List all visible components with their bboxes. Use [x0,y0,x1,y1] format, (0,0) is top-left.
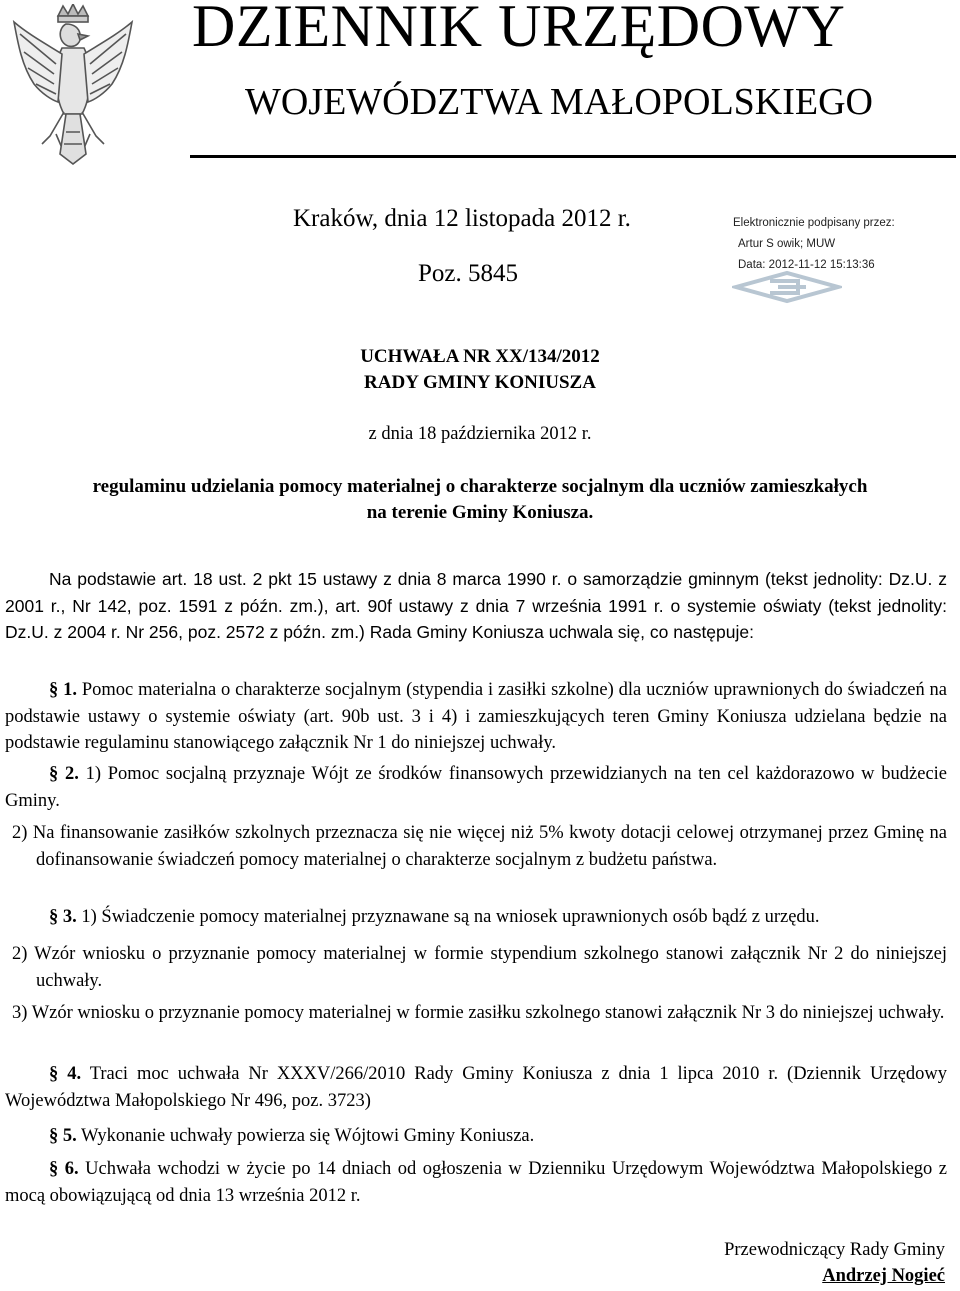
section-1-label: § 1. [49,680,77,700]
section-6-label: § 6. [49,1159,79,1179]
preamble: Na podstawie art. 18 ust. 2 pkt 15 ustawy z dnia 8 marca 1990 r. o samorządzie gminnym (tekst jednolity: Dz.U. z 2001 r., Nr 142, poz. 1591 z późn. zm.), art. 90f ustawy z dnia 7 września 1991 r. o systemie oświaty (tekst jednolity: Dz.U. z 2004 r. Nr 256, poz. 2572 z późn. zm.) Rada Gminy Koniusza uchwala się, co następuje: [5,569,947,642]
section-3-label: § 3. [49,907,77,927]
signatory-name: Andrzej Nogieć [822,1266,945,1286]
resolution-date: z dnia 18 października 2012 r. [368,424,592,444]
resolution-subject-line-1: regulaminu udzielania pomocy materialnej o charakterze socjalnym dla uczniów zamieszkałych [92,476,868,497]
section-3 [5,904,947,931]
signatory-role: Przewodniczący Rady Gminy [724,1240,945,1260]
section-2 [5,761,947,814]
signature-line-3: Data: 2012-11-12 15:13:36 [738,259,875,271]
journal-title: DZIENNIK URZĘDOWY [192,0,846,59]
signature-logo-icon [732,270,842,304]
section-2-text: 1) Pomoc socjalną przyznaje Wójt ze środków finansowych przewidzianych na ten cel każdorazowo w budżecie Gminy. [5,764,948,811]
electronic-signature [733,213,933,276]
section-5-text: Wykonanie uchwały powierza się Wójtowi Gminy Koniusza. [81,1126,535,1146]
section-4-text: Traci moc uchwała Nr XXXV/266/2010 Rady Gminy Koniusza z dnia 1 lipca 2010 r. (Dziennik Urzędowy Województwa Małopolskiego Nr 496, poz. 3723) [5,1064,948,1111]
position-number: Poz. 5845 [418,260,518,287]
section-5-label: § 5. [49,1126,77,1146]
section-1 [5,677,947,757]
section-4-label: § 4. [49,1064,82,1084]
section-3-item-3: 3) Wzór wniosku o przyznanie pomocy materialnej w formie zasiłku szkolnego stanowi załącznik Nr 3 do niniejszej uchwały. [12,1003,945,1023]
eagle-emblem-icon [6,4,140,168]
section-2-label: § 2. [49,764,79,784]
signature-line-1: Elektronicznie podpisany przez: [733,217,895,229]
publication-date: Kraków, dnia 12 listopada 2012 r. [293,205,631,232]
section-2-item-2: 2) Na finansowanie zasiłków szkolnych przeznacza się nie więcej niż 5% kwoty dotacji celowej otrzymanej przez Gminę na dofinansowanie świadczeń pomocy materialnej o charakterze socjalnym z budżetu państwa. [12,823,947,870]
section-6-text: Uchwała wchodzi w życie po 14 dniach od ogłoszenia w Dzienniku Urzędowym Województwa Małopolskiego z mocą obowiązującą od dnia 13 września 2012 r. [5,1159,948,1206]
masthead-divider [190,155,956,158]
resolution-subject-line-2: na terenie Gminy Koniusza. [366,502,594,523]
signature-line-2: Artur S owik; MUW [738,238,836,250]
section-5 [5,1123,947,1150]
section-1-text: Pomoc materialna o charakterze socjalnym (stypendia i zasiłki szkolne) dla uczniów uprawnionych do świadczeń na podstawie ustawy o systemie oświaty (art. 90b ust. 3 i 4) i zamieszkujących teren Gminy Koniusza udzielana będzie na podstawie regulaminu stanowiącego załącznik Nr 1 do niniejszej uchwały. [5,680,948,753]
section-6 [5,1156,947,1209]
resolution-issuer: RADY GMINY KONIUSZA [364,372,596,393]
journal-subtitle: WOJEWÓDZTWA MAŁOPOLSKIEGO [245,81,873,123]
section-4 [5,1061,947,1114]
section-3-item-2: 2) Wzór wniosku o przyznanie pomocy materialnej w formie stypendium szkolnego stanowi załącznik Nr 2 do niniejszej uchwały. [12,944,947,991]
resolution-title: UCHWAŁA NR XX/134/2012 [360,346,600,367]
section-3-text: 1) Świadczenie pomocy materialnej przyznawane są na wniosek uprawnionych osób bądź z urzędu. [81,907,820,927]
